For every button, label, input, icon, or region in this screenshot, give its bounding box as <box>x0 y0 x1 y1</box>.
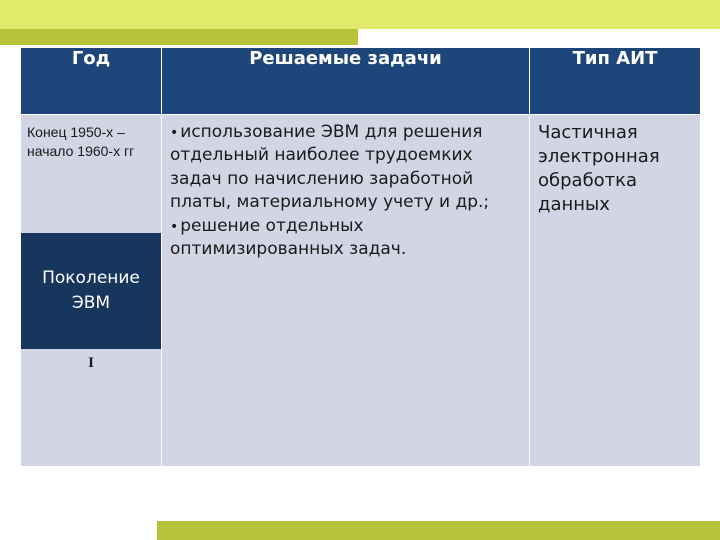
year-cell <box>21 115 162 467</box>
ait-table <box>20 47 701 467</box>
header-ait-type: Тип АИТ <box>530 48 701 115</box>
task-text: решение отдельных оптимизированных задач. <box>170 215 407 260</box>
list-item <box>170 215 523 262</box>
generation-label: Поколение ЭВМ <box>42 268 140 313</box>
tasks-cell <box>162 115 530 467</box>
top-decor-stripe <box>0 29 358 45</box>
tasks-list <box>162 115 529 262</box>
list-item <box>170 121 523 215</box>
header-row <box>21 48 701 115</box>
year-text: Конец 1950-х – начало 1960-х гг <box>27 124 135 159</box>
bottom-decor-stripe <box>157 521 720 540</box>
bullet-icon: • <box>170 218 179 235</box>
header-tasks: Решаемые задачи <box>162 48 530 115</box>
generation-box <box>21 233 161 349</box>
generation-number: I <box>88 355 94 371</box>
task-text: использование ЭВМ для решения отдельный наиболее трудоемких задач по начислению заработной платы, материальному учету и др.; <box>170 122 490 213</box>
bullet-icon: • <box>170 125 179 141</box>
ait-type-cell <box>530 115 701 467</box>
ait-type-text: Частичная электронная обработка данных <box>538 122 660 215</box>
header-year: Год <box>21 48 162 115</box>
table-row <box>21 115 701 467</box>
top-decor-band <box>0 0 720 29</box>
